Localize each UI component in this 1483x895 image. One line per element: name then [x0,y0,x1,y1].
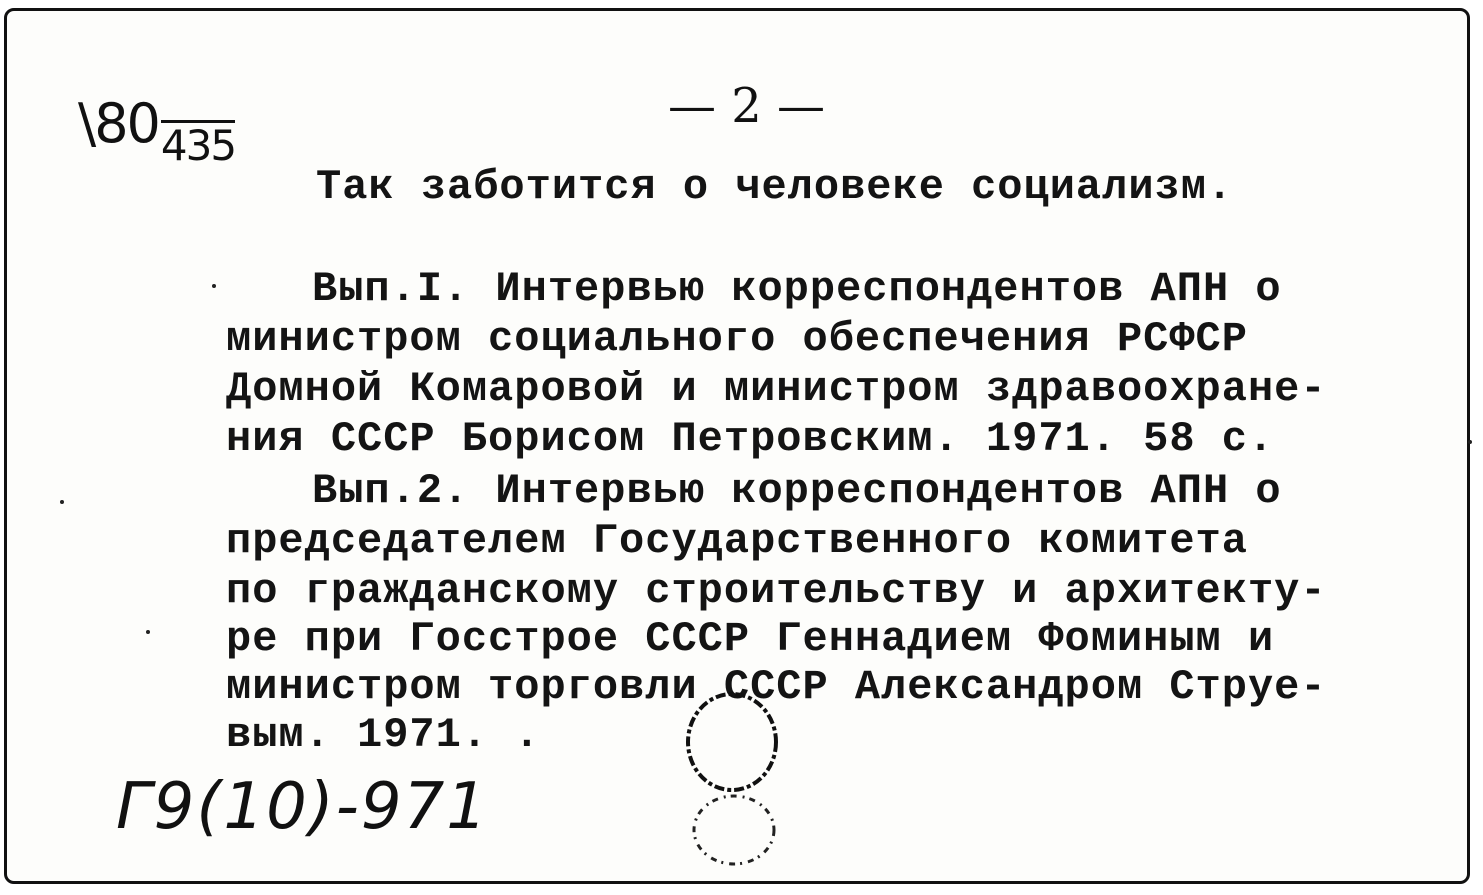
entry-line-8: ре при Госстрое СССР Геннадием Фоминым и [226,615,1275,663]
entry-line-5: Вып.2. Интервью корреспондентов АПН о [312,467,1282,515]
entry-line-7: по гражданскому строительству и архитекту- [226,567,1327,615]
speck-mark [212,284,216,288]
entry-line-6: председателем Государственного комитета [226,517,1248,565]
series-title: Так заботится о человеке социализм. [316,163,1234,211]
entry-line-1: Вып.I. Интервью корреспондентов АПН о [312,265,1282,313]
speck-mark [1468,440,1472,444]
punch-hole-stamp-icon [680,690,790,870]
entry-line-2: министром социального обеспечения РСФСР [226,315,1248,363]
call-number-top [78,92,236,170]
entry-line-9: министром торговли СССР Александром Струе- [226,663,1327,711]
entry-line-10: вым. 1971. . [226,711,541,759]
page-number: — 2 — [668,78,826,134]
speck-mark [60,500,64,504]
call-number-top-main: \80 [78,92,159,155]
entry-line-3: Домной Комаровой и министром здравоохране- [226,365,1327,413]
entry-line-4: ния СССР Борисом Петровским. 1971. 58 с. [226,415,1275,463]
call-number-bottom: Г9(10)-971 [116,770,489,844]
call-number-top-fraction: 435 [160,121,236,170]
speck-mark [146,630,150,634]
